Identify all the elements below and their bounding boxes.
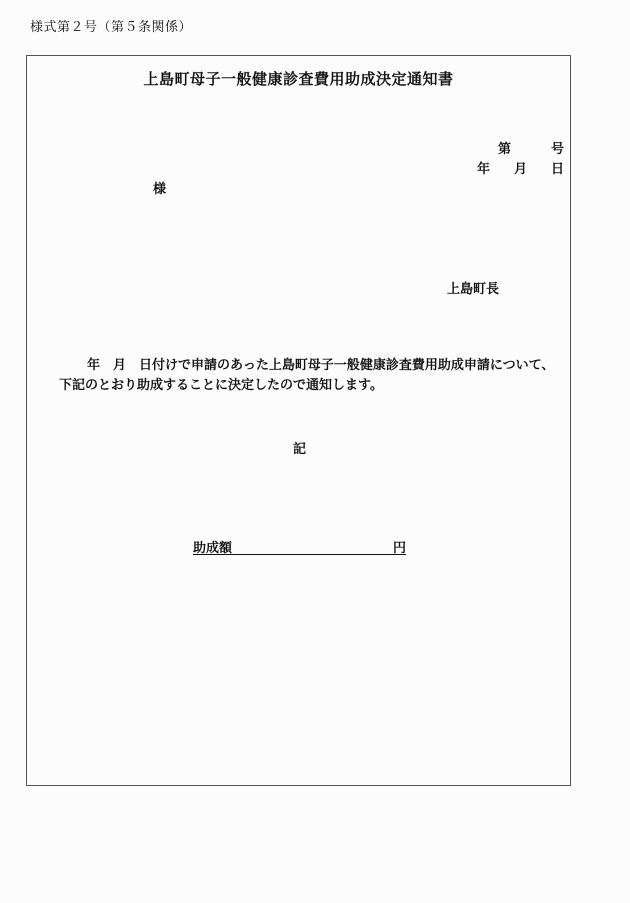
document-title: 上島町母子一般健康診査費用助成決定通知書	[143, 70, 454, 88]
issuer: 上島町長	[447, 282, 500, 297]
notice-body-line-1: 年 月 日付けで申請のあった上島町母子一般健康診査費用助成申請について、	[87, 358, 555, 373]
document-number	[498, 138, 564, 157]
subsidy-amount-unit: 円	[392, 541, 406, 556]
notice-body	[59, 356, 569, 396]
ki-heading: 記	[293, 442, 307, 457]
date-year: 年	[476, 162, 490, 177]
date-month: 月	[513, 162, 527, 177]
document-number-prefix: 第	[497, 142, 511, 157]
subsidy-amount-line	[193, 537, 406, 555]
notice-frame	[26, 55, 571, 786]
form-label: 様式第２号（第５条関係）	[30, 20, 193, 35]
date-day: 日	[550, 162, 564, 177]
document-number-suffix: 号	[550, 142, 564, 157]
document-date	[477, 158, 564, 177]
subsidy-amount-label: 助成額	[193, 541, 233, 556]
addressee: 様	[153, 182, 167, 197]
notice-body-line-2: 下記のとおり助成することに決定したので通知します。	[59, 378, 383, 393]
